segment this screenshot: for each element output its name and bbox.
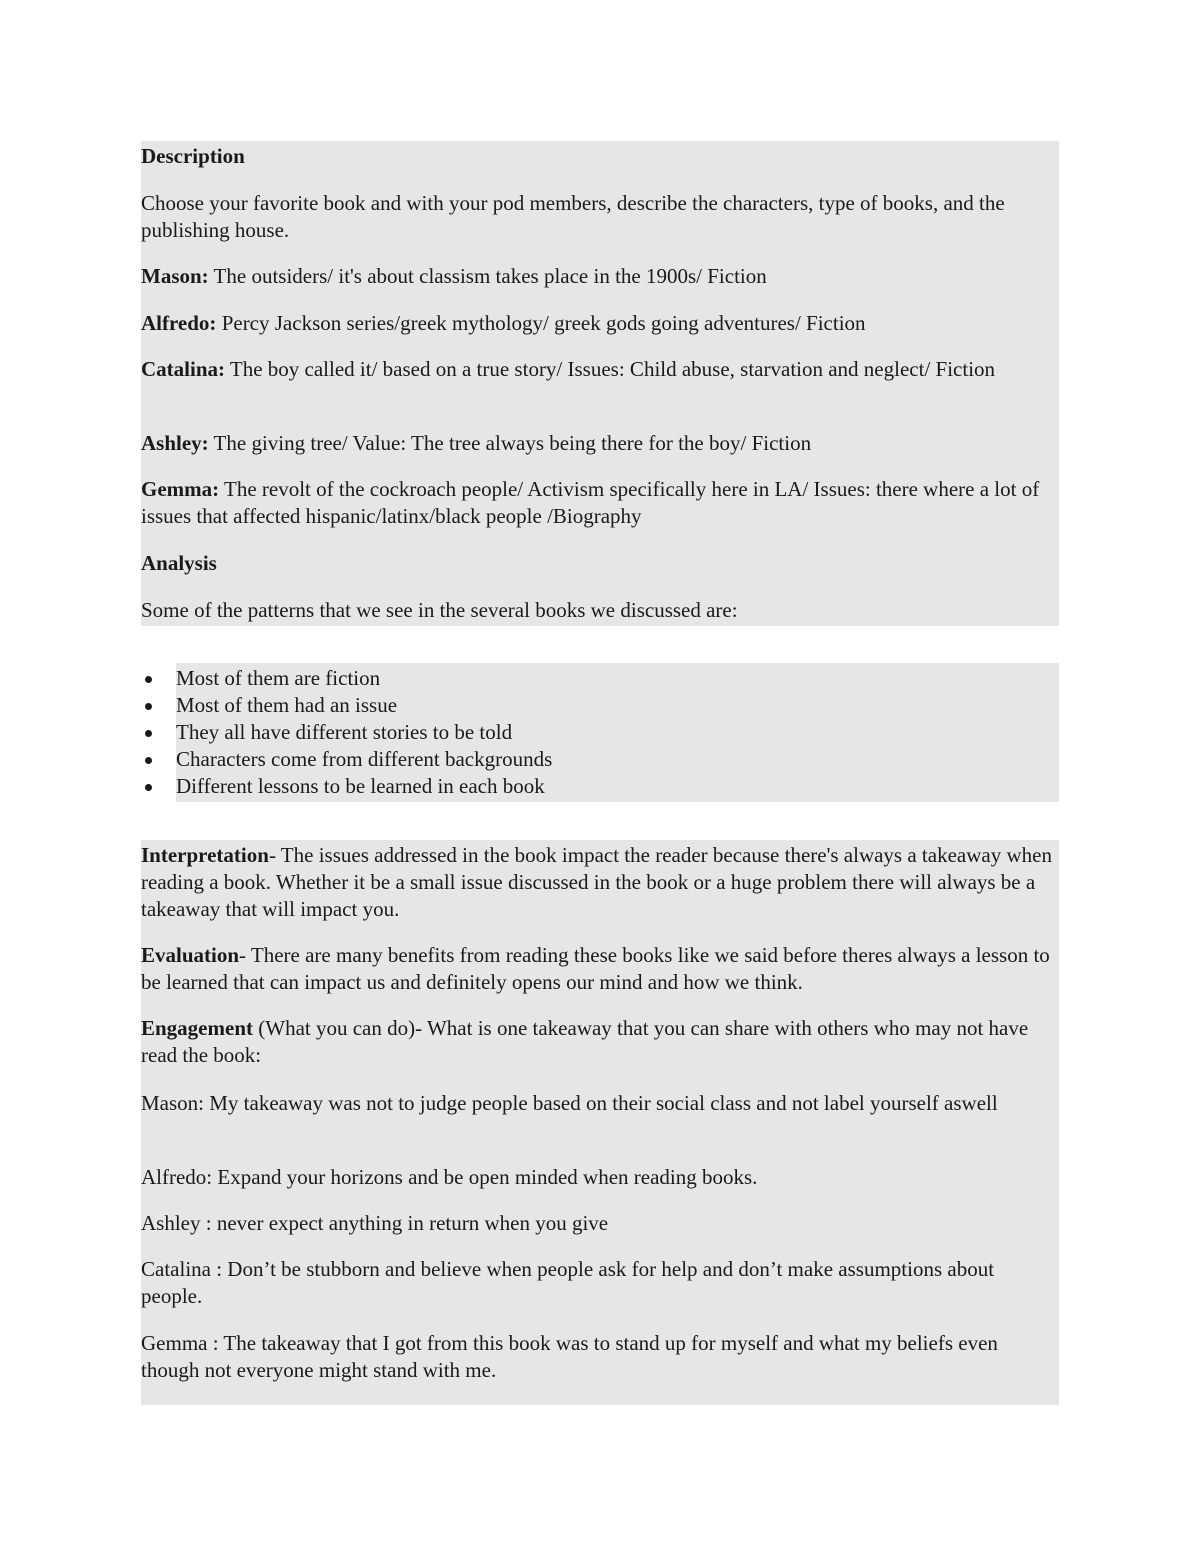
list-item: Characters come from different backgrounds bbox=[141, 746, 1059, 773]
description-heading: Description bbox=[141, 144, 245, 168]
takeaway-ashley: Ashley : never expect anything in return when you give bbox=[141, 1211, 609, 1235]
patterns-list bbox=[176, 665, 1059, 800]
description-intro: Choose your favorite book and with your pod members, describe the characters, type of books, and the publishing house. bbox=[141, 191, 1005, 242]
list-item: Most of them are fiction bbox=[141, 665, 1059, 692]
bullet-icon bbox=[145, 730, 152, 737]
analysis-intro: Some of the patterns that we see in the several books we discussed are: bbox=[141, 598, 738, 622]
bullet-icon bbox=[145, 757, 152, 764]
description-section bbox=[141, 141, 1059, 626]
engagement-paragraph: Engagement (What you can do)- What is one takeaway that you can share with others who may not have read the book: bbox=[141, 1016, 1029, 1067]
takeaway-alfredo: Alfredo: Expand your horizons and be open minded when reading books. bbox=[141, 1165, 758, 1189]
list-item: Different lessons to be learned in each book bbox=[141, 773, 1059, 800]
patterns-list-section bbox=[176, 663, 1059, 802]
entry-ashley: Ashley: The giving tree/ Value: The tree always being there for the boy/ Fiction bbox=[141, 431, 812, 455]
list-item: They all have different stories to be told bbox=[141, 719, 1059, 746]
bullet-icon bbox=[145, 703, 152, 710]
takeaway-gemma: Gemma : The takeaway that I got from this book was to stand up for myself and what my beliefs even though not everyone might stand with me. bbox=[141, 1331, 998, 1382]
entry-mason: Mason: The outsiders/ it's about classism takes place in the 1900s/ Fiction bbox=[141, 264, 767, 288]
entry-catalina: Catalina: The boy called it/ based on a true story/ Issues: Child abuse, starvation and neglect/ Fiction bbox=[141, 357, 996, 381]
reflection-section bbox=[141, 840, 1059, 1405]
takeaway-catalina: Catalina : Don’t be stubborn and believe when people ask for help and don’t make assumptions about people. bbox=[141, 1257, 995, 1308]
takeaway-mason: Mason: My takeaway was not to judge people based on their social class and not label yourself aswell bbox=[141, 1091, 998, 1115]
bullet-icon bbox=[145, 784, 152, 791]
entry-gemma: Gemma: The revolt of the cockroach people/ Activism specifically here in LA/ Issues: there where a lot of issues that affected hispanic/latinx/black people /Biography bbox=[141, 477, 1040, 528]
interpretation-paragraph: Interpretation- The issues addressed in the book impact the reader because there's always a takeaway when reading a book. Whether it be a small issue discussed in the book or a huge problem there will always be a takeaway that will impact you. bbox=[141, 843, 1052, 921]
evaluation-paragraph: Evaluation- There are many benefits from reading these books like we said before theres always a lesson to be learned that can impact us and definitely opens our mind and how we think. bbox=[141, 943, 1050, 994]
list-item: Most of them had an issue bbox=[141, 692, 1059, 719]
bullet-icon bbox=[145, 676, 152, 683]
analysis-heading: Analysis bbox=[141, 551, 217, 575]
entry-alfredo: Alfredo: Percy Jackson series/greek mythology/ greek gods going adventures/ Fiction bbox=[141, 311, 866, 335]
